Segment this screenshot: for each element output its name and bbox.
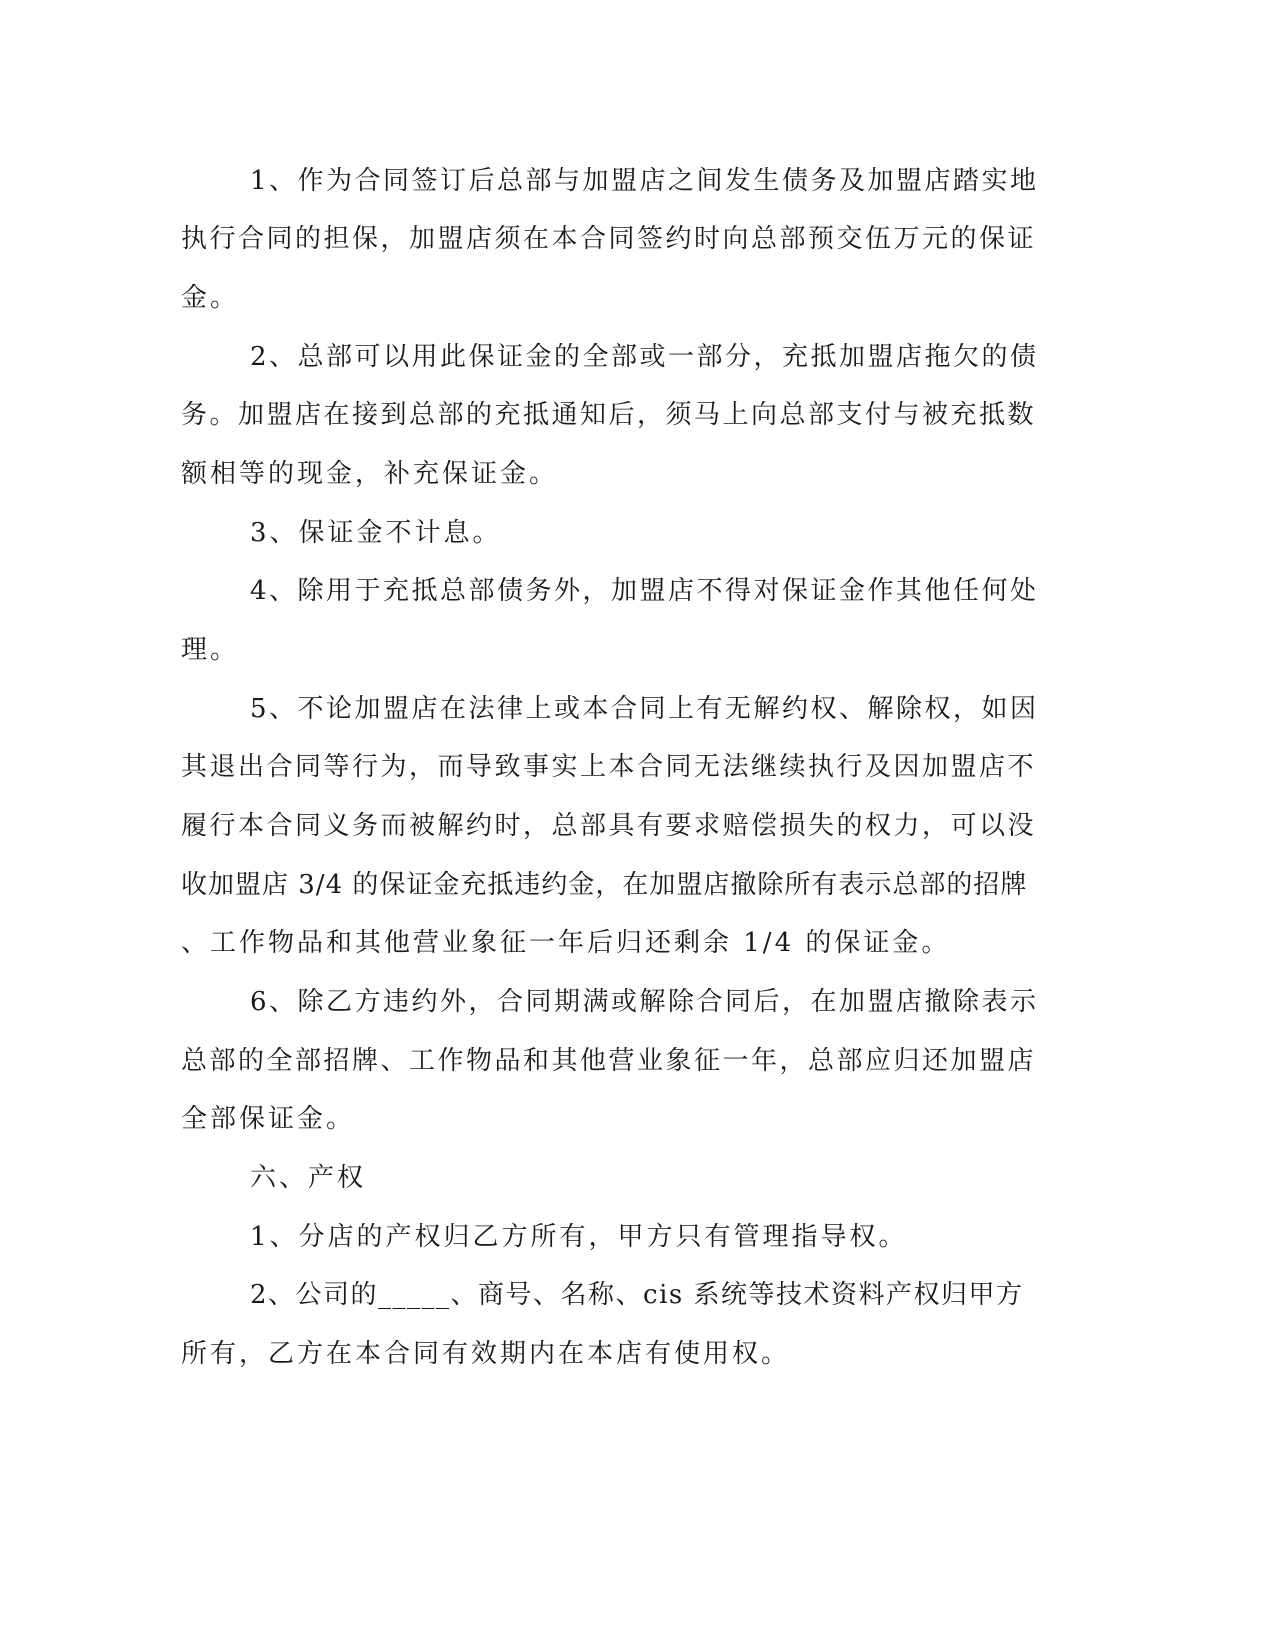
text-line: 全部保证金。 xyxy=(181,1104,356,1134)
text-line: 5、不论加盟店在法律上或本合同上有无解约权、解除权，如因 xyxy=(250,694,1039,724)
text-line: 履行本合同义务而被解约时，总部具有要求赔偿损失的权力，可以没 xyxy=(181,811,1037,841)
text-line: 2、公司的_____、商号、名称、cis 系统等技术资料产权归甲方 xyxy=(250,1280,1024,1310)
text-line: 1、作为合同签订后总部与加盟店之间发生债务及加盟店踏实地 xyxy=(250,166,1039,196)
text-line: 其退出合同等行为，而导致事实上本合同无法继续执行及因加盟店不 xyxy=(181,752,1037,782)
text-line: 务。加盟店在接到总部的充抵通知后，须马上向总部支付与被充抵数 xyxy=(181,400,1037,430)
text-line: 额相等的现金，补充保证金。 xyxy=(181,459,559,489)
section-heading: 六、产权 xyxy=(250,1163,367,1193)
text-line: 总部的全部招牌、工作物品和其他营业象征一年，总部应归还加盟店 xyxy=(181,1046,1037,1076)
text-line: 理。 xyxy=(181,635,240,665)
text-line: 收加盟店 3/4 的保证金充抵违约金，在加盟店撤除所有表示总部的招牌 xyxy=(181,870,1028,900)
text-line: 6、除乙方违约外，合同期满或解除合同后，在加盟店撤除表示 xyxy=(250,987,1039,1017)
text-line: 2、总部可以用此保证金的全部或一部分，充抵加盟店拖欠的债 xyxy=(250,342,1039,372)
text-line: 金。 xyxy=(181,283,240,313)
text-line: 3、保证金不计息。 xyxy=(250,518,502,548)
text-line: 1、分店的产权归乙方所有，甲方只有管理指导权。 xyxy=(250,1222,908,1252)
text-line: 执行合同的担保，加盟店须在本合同签约时向总部预交伍万元的保证 xyxy=(181,224,1037,254)
text-line: 、工作物品和其他营业象征一年后归还剩余 1/4 的保证金。 xyxy=(181,928,951,958)
text-line: 所有，乙方在本合同有效期内在本店有使用权。 xyxy=(181,1339,791,1369)
text-line: 4、除用于充抵总部债务外，加盟店不得对保证金作其他任何处 xyxy=(250,576,1039,606)
